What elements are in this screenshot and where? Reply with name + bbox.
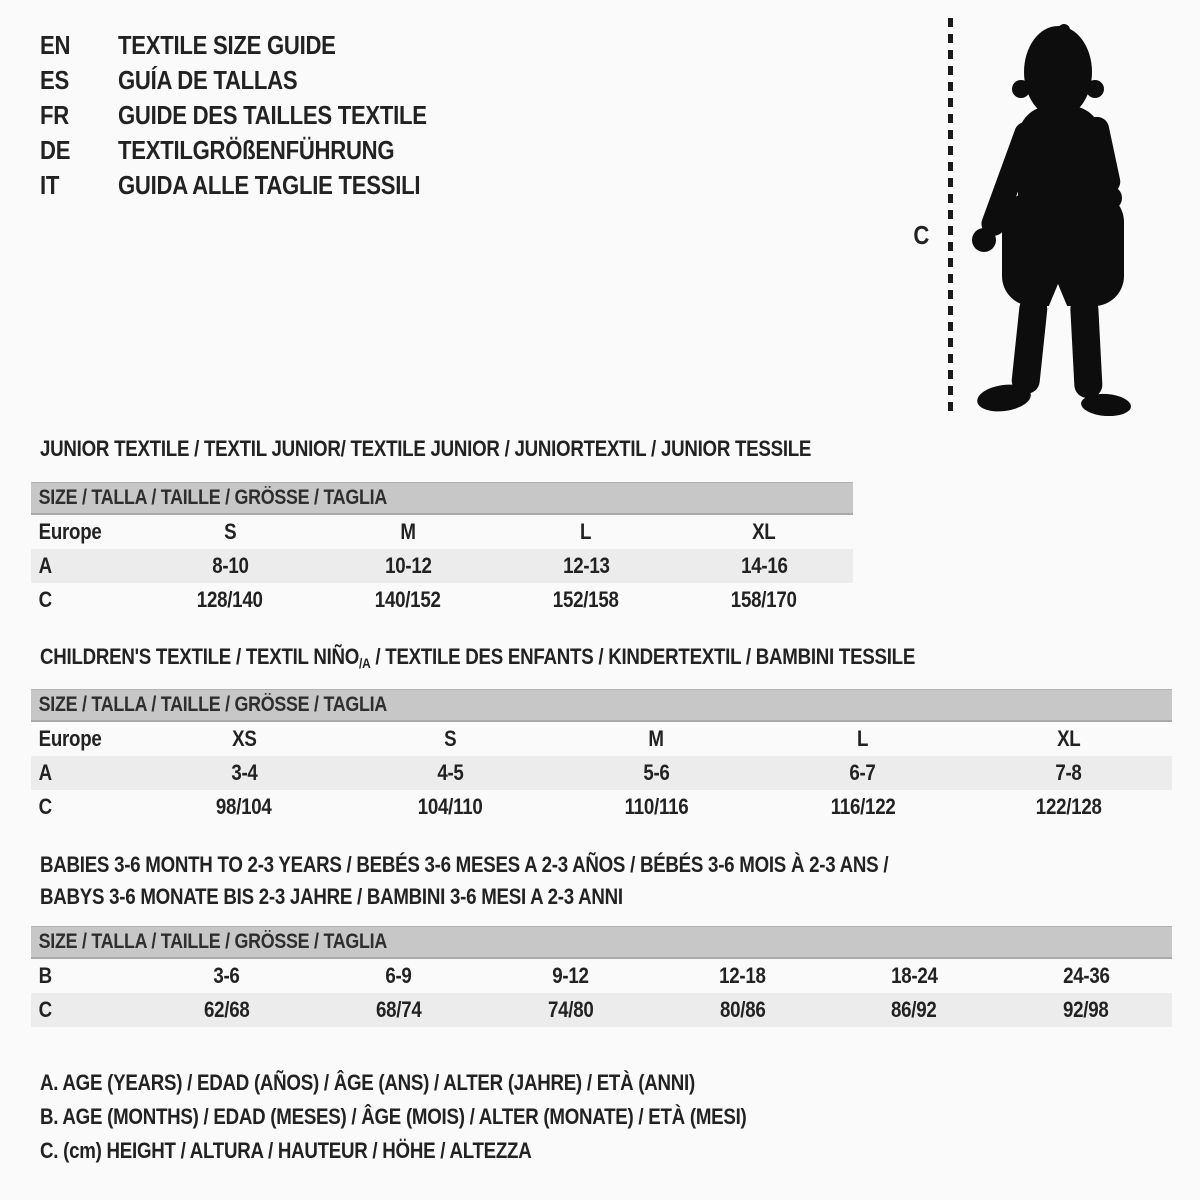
size-column-header xyxy=(141,519,319,545)
age-value: 3-4 xyxy=(230,760,258,785)
measure-legend xyxy=(40,1066,871,1168)
height-measure-dashed-line xyxy=(948,18,953,415)
height-cell xyxy=(141,794,347,820)
size-column-header xyxy=(141,726,347,752)
region-label: Europe xyxy=(38,726,102,751)
language-row xyxy=(40,98,481,133)
height-value: 128/140 xyxy=(197,587,263,612)
size-column-header-text: L xyxy=(857,726,869,751)
size-column-header-text: S xyxy=(444,726,457,751)
language-code: IT xyxy=(40,170,60,200)
age-value: 24-36 xyxy=(1062,963,1110,988)
language-code: DE xyxy=(40,135,71,165)
size-column-header xyxy=(553,726,759,752)
age-cell xyxy=(828,963,1000,989)
size-column-header-text: XL xyxy=(1057,726,1081,751)
size-header-label: SIZE / TALLA / TAILLE / GRÖSSE / TAGLIA xyxy=(38,693,388,716)
age-value: 8-10 xyxy=(211,553,249,578)
language-guide-title: GUÍA DE TALLAS xyxy=(118,65,298,95)
age-cell xyxy=(141,760,347,786)
height-cell xyxy=(497,587,675,613)
height-cell xyxy=(313,997,485,1023)
height-value: 116/122 xyxy=(830,794,896,819)
title-subscript: /A xyxy=(359,655,371,671)
legend-text: C. (cm) HEIGHT / ALTURA / HAUTEUR / HÖHE / ALTEZZA xyxy=(40,1138,532,1163)
age-months-row xyxy=(31,959,1172,993)
language-row xyxy=(40,168,481,203)
height-cell xyxy=(347,794,553,820)
table-size-header-row xyxy=(31,689,1172,722)
height-value: 110/116 xyxy=(624,794,689,819)
age-cell xyxy=(553,760,759,786)
row-label: A xyxy=(38,760,52,785)
row-label: B xyxy=(38,963,52,988)
age-cell xyxy=(141,553,319,579)
height-value: 140/152 xyxy=(375,587,441,612)
title-part: CHILDREN'S TEXTILE / TEXTIL NIÑO xyxy=(40,644,360,669)
language-row xyxy=(40,63,481,98)
height-measure-label: C xyxy=(913,220,930,250)
section-title-text: JUNIOR TEXTILE / TEXTIL JUNIOR/ TEXTILE JUNIOR / JUNIORTEXTIL / JUNIOR TESSILE xyxy=(40,436,812,461)
row-label: A xyxy=(38,553,52,578)
age-cell xyxy=(485,963,657,989)
row-label: C xyxy=(38,997,52,1022)
age-years-row xyxy=(31,549,853,583)
age-cell xyxy=(497,553,675,579)
language-code: FR xyxy=(40,100,69,130)
row-label: C xyxy=(38,794,52,819)
height-cm-row xyxy=(31,583,853,617)
age-value: 6-7 xyxy=(849,760,876,785)
legend-line-age-years xyxy=(40,1066,871,1100)
language-guide-title: GUIDE DES TAILLES TEXTILE xyxy=(118,100,427,130)
size-column-header-text: XS xyxy=(231,726,257,751)
age-cell xyxy=(319,553,497,579)
legend-text: A. AGE (YEARS) / EDAD (AÑOS) / ÂGE (ANS) / ALTER (JAHRE) / ETÀ (ANNI) xyxy=(40,1070,695,1095)
section-title-junior xyxy=(40,436,947,462)
age-cell xyxy=(675,553,853,579)
size-column-header-text: M xyxy=(400,519,416,544)
table-columns-row xyxy=(31,515,853,549)
height-value: 74/80 xyxy=(547,997,594,1022)
height-value: 122/128 xyxy=(1035,794,1102,819)
language-code: ES xyxy=(40,65,69,95)
age-cell xyxy=(760,760,966,786)
children-size-table xyxy=(31,689,1172,824)
table-columns-row xyxy=(31,722,1172,756)
legend-line-height-cm xyxy=(40,1134,871,1168)
language-guide-title: TEXTILGRÖßENFÜHRUNG xyxy=(118,135,395,165)
size-column-header-text: XL xyxy=(752,519,776,544)
title-part: / TEXTILE DES ENFANTS / KINDERTEXTIL / BAMBINI TESSILE xyxy=(370,644,916,669)
height-cell xyxy=(760,794,966,820)
age-cell xyxy=(1000,963,1172,989)
height-value: 158/170 xyxy=(731,587,797,612)
section-title-text xyxy=(40,644,915,671)
section-title-line2: BABYS 3-6 MONATE BIS 2-3 JAHRE / BAMBINI 3-6 MESI A 2-3 ANNI xyxy=(40,884,623,909)
height-cm-row xyxy=(31,993,1172,1027)
babies-size-table xyxy=(31,926,1172,1027)
height-value: 92/98 xyxy=(1063,997,1109,1022)
age-years-row xyxy=(31,756,1172,790)
height-value: 68/74 xyxy=(375,997,422,1022)
height-value: 98/104 xyxy=(216,794,272,819)
size-column-header xyxy=(675,519,853,545)
height-cell xyxy=(828,997,1000,1023)
legend-text: B. AGE (MONTHS) / EDAD (MESES) / ÂGE (MOIS) / ALTER (MONATE) / ETÀ (MESI) xyxy=(40,1104,747,1129)
age-cell xyxy=(966,760,1172,786)
height-cell xyxy=(485,997,657,1023)
height-value: 62/68 xyxy=(204,997,250,1022)
age-cell xyxy=(347,760,553,786)
height-value: 86/92 xyxy=(891,997,937,1022)
row-label: C xyxy=(38,587,52,612)
age-value: 3-6 xyxy=(213,963,241,988)
age-value: 12-13 xyxy=(562,553,610,578)
height-cell xyxy=(966,794,1172,820)
height-cm-row xyxy=(31,790,1172,824)
size-column-header xyxy=(966,726,1172,752)
size-column-header-text: M xyxy=(648,726,665,751)
height-cell xyxy=(656,997,828,1023)
size-column-header xyxy=(760,726,966,752)
age-value: 12-18 xyxy=(719,963,766,988)
age-value: 10-12 xyxy=(384,553,432,578)
age-cell xyxy=(313,963,485,989)
age-cell xyxy=(141,963,313,989)
age-value: 4-5 xyxy=(437,760,464,785)
baby-toddler-silhouette-icon xyxy=(962,14,1138,416)
height-value: 152/158 xyxy=(553,587,619,612)
age-value: 7-8 xyxy=(1055,760,1083,785)
age-value: 9-12 xyxy=(552,963,589,988)
table-size-header-row xyxy=(31,482,853,515)
age-value: 6-9 xyxy=(385,963,412,988)
language-guide-title: GUIDA ALLE TAGLIE TESSILI xyxy=(118,170,421,200)
height-cell xyxy=(319,587,497,613)
age-value: 14-16 xyxy=(740,553,788,578)
size-header-label: SIZE / TALLA / TAILLE / GRÖSSE / TAGLIA xyxy=(38,930,388,953)
age-cell xyxy=(656,963,828,989)
language-row xyxy=(40,28,481,63)
age-value: 18-24 xyxy=(890,963,938,988)
section-title-children xyxy=(40,644,1069,671)
height-cell xyxy=(141,587,319,613)
junior-size-table xyxy=(31,482,853,617)
size-column-header xyxy=(497,519,675,545)
section-title-babies xyxy=(40,849,1038,913)
region-label: Europe xyxy=(38,519,102,544)
size-header-label: SIZE / TALLA / TAILLE / GRÖSSE / TAGLIA xyxy=(38,486,388,509)
height-value: 104/110 xyxy=(417,794,483,819)
height-cell xyxy=(553,794,759,820)
table-size-header-row xyxy=(31,926,1172,959)
height-cell xyxy=(141,997,313,1023)
height-cell xyxy=(675,587,853,613)
language-row xyxy=(40,133,481,168)
size-column-header-text: L xyxy=(580,519,592,544)
age-value: 5-6 xyxy=(643,760,670,785)
size-column-header xyxy=(319,519,497,545)
height-cell xyxy=(1000,997,1172,1023)
height-value: 80/86 xyxy=(719,997,766,1022)
language-title-list xyxy=(40,28,481,203)
language-code: EN xyxy=(40,30,71,60)
section-title-line1: BABIES 3-6 MONTH TO 2-3 YEARS / BEBÉS 3-6 MESES A 2-3 AÑOS / BÉBÉS 3-6 MOIS À 2-3 ANS / xyxy=(40,852,889,877)
legend-line-age-months xyxy=(40,1100,871,1134)
language-guide-title: TEXTILE SIZE GUIDE xyxy=(118,30,336,60)
size-column-header xyxy=(347,726,553,752)
size-column-header-text: S xyxy=(223,519,237,544)
